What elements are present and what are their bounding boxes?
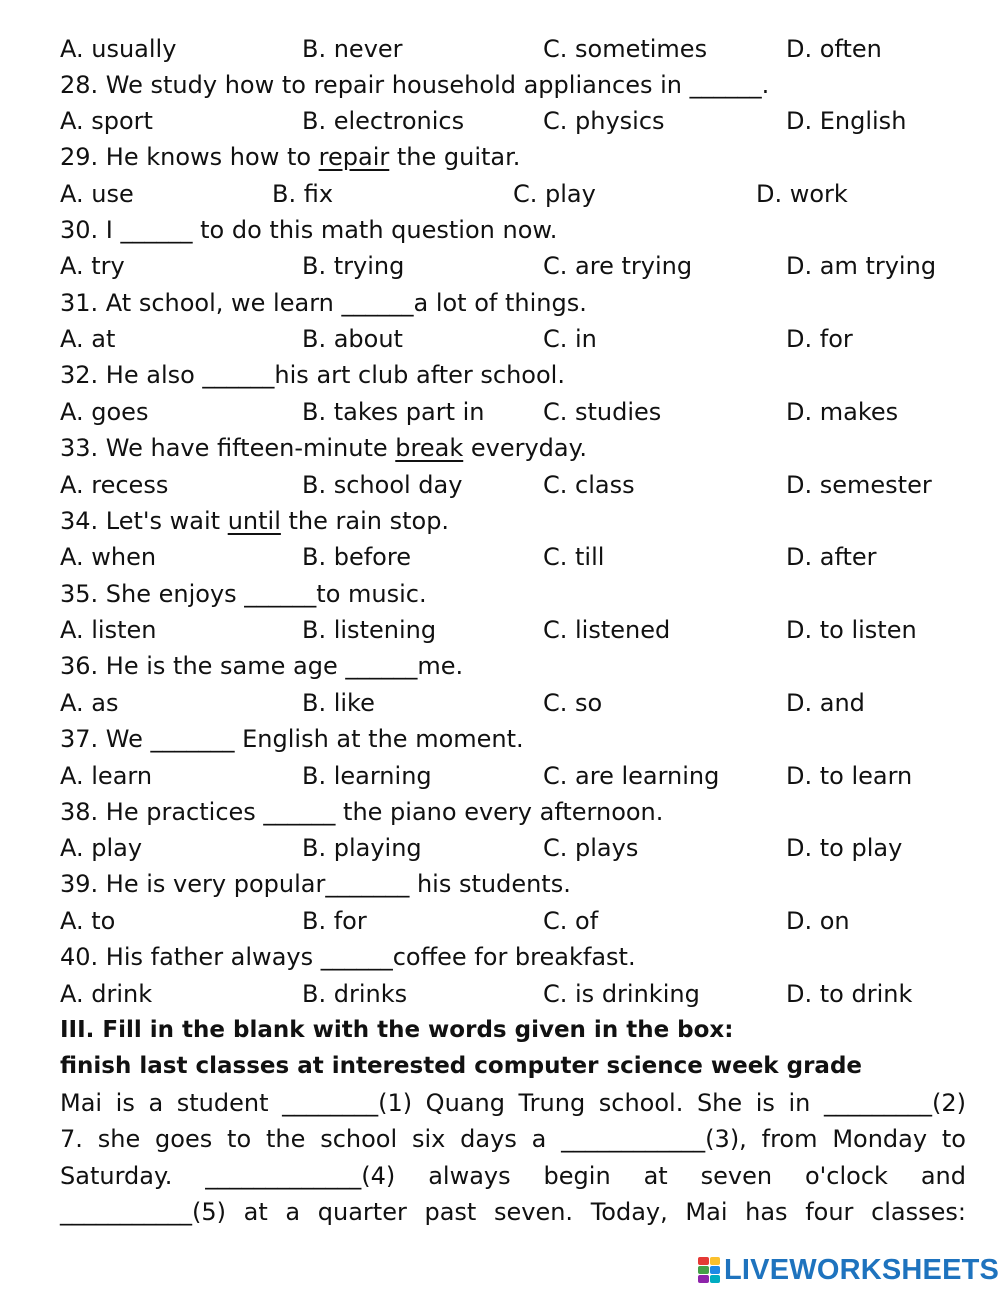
option-d[interactable]: D. work: [756, 180, 848, 208]
option-c[interactable]: C. till: [543, 543, 605, 571]
option-a[interactable]: A. recess: [60, 471, 169, 499]
question-text: the guitar.: [389, 143, 521, 171]
option-c[interactable]: C. so: [543, 689, 603, 717]
question-28: 28. We study how to repair household appliances in ______.: [60, 71, 770, 99]
option-a[interactable]: A. drink: [60, 980, 153, 1008]
option-a[interactable]: A. at: [60, 325, 116, 353]
option-a[interactable]: A. to: [60, 907, 116, 935]
option-d[interactable]: D. to listen: [786, 616, 917, 644]
section-3-heading: III. Fill in the blank with the words given in the box:: [60, 1017, 734, 1043]
option-a[interactable]: A. goes: [60, 398, 149, 426]
option-a[interactable]: A. listen: [60, 616, 157, 644]
option-c[interactable]: C. of: [543, 907, 599, 935]
option-c[interactable]: C. plays: [543, 834, 639, 862]
question-39: 39. He is very popular_______ his students.: [60, 870, 571, 898]
option-b[interactable]: B. trying: [302, 252, 405, 280]
option-c[interactable]: C. are trying: [543, 252, 693, 280]
option-c[interactable]: C. in: [543, 325, 597, 353]
option-d[interactable]: D. semester: [786, 471, 932, 499]
option-d[interactable]: D. to drink: [786, 980, 913, 1008]
option-a[interactable]: A. play: [60, 834, 143, 862]
option-c[interactable]: C. class: [543, 471, 635, 499]
question-32: 32. He also ______his art club after school.: [60, 361, 565, 389]
option-d[interactable]: D. and: [786, 689, 865, 717]
option-d[interactable]: D. often: [786, 35, 882, 63]
option-d[interactable]: D. am trying: [786, 252, 937, 280]
option-a[interactable]: A. usually: [60, 35, 177, 63]
question-38: 38. He practices ______ the piano every afternoon.: [60, 798, 664, 826]
option-b[interactable]: B. before: [302, 543, 411, 571]
underlined-word: break: [395, 434, 464, 462]
option-c[interactable]: C. are learning: [543, 762, 720, 790]
question-text: 29. He knows how to: [60, 143, 319, 171]
option-b[interactable]: B. like: [302, 689, 375, 717]
question-35: 35. She enjoys ______to music.: [60, 580, 427, 608]
option-c[interactable]: C. sometimes: [543, 35, 708, 63]
option-d[interactable]: D. after: [786, 543, 877, 571]
option-d[interactable]: D. to learn: [786, 762, 913, 790]
question-text: the rain stop.: [280, 507, 450, 535]
option-b[interactable]: B. learning: [302, 762, 432, 790]
option-b[interactable]: B. never: [302, 35, 403, 63]
passage-line-3: Saturday. _____________(4) always begin at seven o'clock and: [60, 1162, 966, 1190]
logo-icon: [698, 1257, 720, 1283]
option-b[interactable]: B. school day: [302, 471, 463, 499]
underlined-word: repair: [318, 143, 390, 171]
logo-text: LIVEWORKSHEETS: [724, 1253, 1000, 1286]
option-b[interactable]: B. playing: [302, 834, 422, 862]
option-d[interactable]: D. to play: [786, 834, 903, 862]
option-b[interactable]: B. for: [302, 907, 367, 935]
option-b[interactable]: B. about: [302, 325, 403, 353]
passage-line-4: ___________(5) at a quarter past seven. Today, Mai has four classes:: [60, 1198, 966, 1226]
option-c[interactable]: C. physics: [543, 107, 665, 135]
option-d[interactable]: D. English: [786, 107, 907, 135]
option-a[interactable]: A. try: [60, 252, 125, 280]
option-b[interactable]: B. takes part in: [302, 398, 485, 426]
option-c[interactable]: C. play: [513, 180, 596, 208]
option-a[interactable]: A. use: [60, 180, 134, 208]
option-a[interactable]: A. sport: [60, 107, 153, 135]
option-b[interactable]: B. electronics: [302, 107, 465, 135]
question-34: [60, 503, 449, 539]
option-b[interactable]: B. drinks: [302, 980, 408, 1008]
passage-line-1: Mai is a student ________(1) Quang Trung school. She is in _________(2): [60, 1089, 966, 1117]
option-d[interactable]: D. for: [786, 325, 853, 353]
underlined-word: until: [227, 507, 281, 535]
liveworksheets-logo[interactable]: [698, 1254, 999, 1286]
word-box: finish last classes at interested computer science week grade: [60, 1053, 863, 1079]
option-b[interactable]: B. listening: [302, 616, 437, 644]
question-text: everyday.: [463, 434, 588, 462]
option-d[interactable]: D. makes: [786, 398, 899, 426]
question-30: 30. I ______ to do this math question now.: [60, 216, 558, 244]
question-37: 37. We _______ English at the moment.: [60, 725, 524, 753]
option-a[interactable]: A. as: [60, 689, 119, 717]
option-a[interactable]: A. when: [60, 543, 157, 571]
option-c[interactable]: C. studies: [543, 398, 662, 426]
question-text: 34. Let's wait: [60, 507, 228, 535]
question-40: 40. His father always ______coffee for breakfast.: [60, 943, 636, 971]
option-c[interactable]: C. listened: [543, 616, 671, 644]
question-31: 31. At school, we learn ______a lot of things.: [60, 289, 587, 317]
question-36: 36. He is the same age ______me.: [60, 652, 464, 680]
passage-line-2: 7. she goes to the school six days a ____________(3), from Monday to: [60, 1125, 966, 1153]
question-text: 33. We have fifteen-minute: [60, 434, 396, 462]
option-c[interactable]: C. is drinking: [543, 980, 700, 1008]
option-d[interactable]: D. on: [786, 907, 850, 935]
question-33: [60, 430, 587, 466]
option-b[interactable]: B. fix: [272, 180, 334, 208]
option-a[interactable]: A. learn: [60, 762, 153, 790]
question-29: [60, 139, 520, 175]
